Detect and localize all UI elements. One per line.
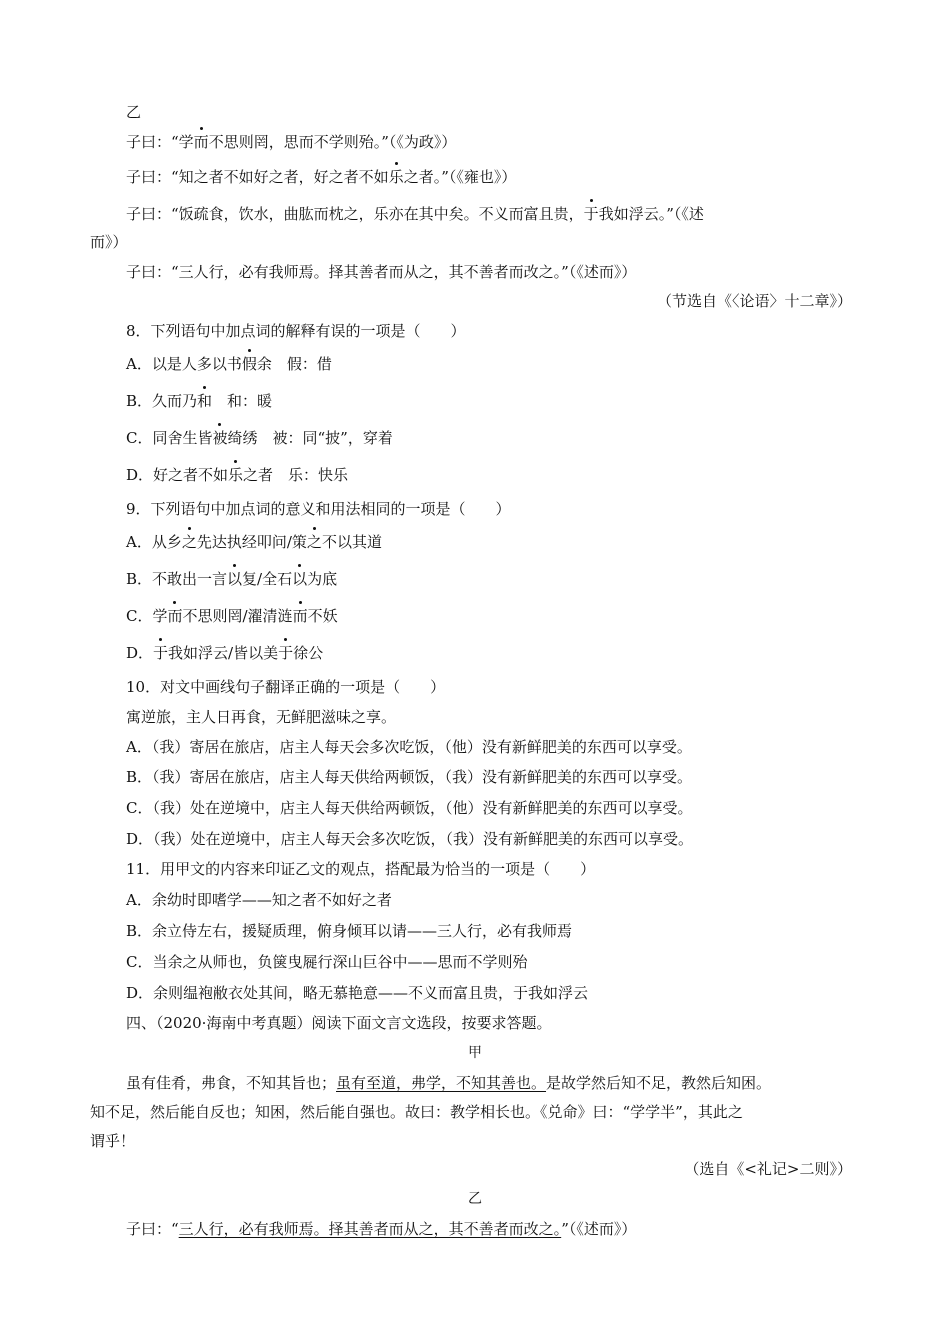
q9-option-d: D．于我如浮云/皆以美于徐公: [126, 644, 324, 662]
lunyu-line-2: 子曰：“知之者不如好之者，好之者不如乐之者。”（《雍也》）: [126, 168, 517, 186]
lunyu-line-3-cont: 而》）: [90, 233, 128, 251]
section4-heading: 四、（2020·海南中考真题）阅读下面文言文选段，按要求答题。: [126, 1014, 552, 1032]
lunyu-source: （节选自《〈论语〉十二章》）: [656, 292, 852, 310]
jia-para-line-1: 虽有佳肴，弗食，不知其旨也；虽有至道，弗学，不知其善也。是故学然后知不足，教然后知困。: [126, 1074, 772, 1092]
q10-sentence: 寓逆旅，主人日再食，无鲜肥滋味之享。: [126, 708, 397, 726]
q11-option-b: B．余立侍左右，援疑质理，俯身倾耳以请——三人行，必有我师焉: [126, 922, 573, 940]
q11-option-a: A．余幼时即嗜学——知之者不如好之者: [126, 891, 392, 909]
lunyu-line-4: 子曰：“三人行，必有我师焉。择其善者而从之，其不善者而改之。”（《述而》）: [126, 263, 637, 281]
q10-option-a: A．（我）寄居在旅店，店主人每天会多次吃饭，（他）没有新鲜肥美的东西可以享受。: [126, 738, 692, 756]
jia-para-line-2: 知不足，然后能自反也；知困，然后能自强也。故曰：教学相长也。《兑命》曰：“学学半”，其此之: [90, 1103, 743, 1121]
jia-para-line-3: 谓乎！: [90, 1132, 136, 1150]
q10-stem: 10．对文中画线句子翻译正确的一项是（ ）: [126, 678, 446, 696]
q8-stem: 8．下列语句中加点词的解释有误的一项是（ ）: [126, 322, 466, 340]
yi-para: 子曰：“三人行，必有我师焉。择其善者而从之，其不善者而改之。”（《述而》）: [126, 1220, 637, 1238]
yi-heading: 乙: [126, 103, 142, 121]
yi-heading-2: 乙: [468, 1191, 482, 1207]
jia-source: （选自《<礼记>二则》）: [684, 1160, 852, 1178]
q8-option-c: C．同舍生皆被绮绣 被：同“披”，穿着: [126, 429, 393, 447]
lunyu-line-1: 子曰：“学而不思则罔，思而不学则殆。”（《为政》）: [126, 133, 457, 151]
q11-option-c: C．当余之从师也，负箧曳屣行深山巨谷中——思而不学则殆: [126, 953, 528, 971]
q9-option-b: B．不敢出一言以复/全石以为底: [126, 570, 338, 588]
q10-option-b: B．（我）寄居在旅店，店主人每天供给两顿饭，（我）没有新鲜肥美的东西可以享受。: [126, 768, 693, 786]
q9-stem: 9．下列语句中加点词的意义和用法相同的一项是（ ）: [126, 500, 511, 518]
q9-option-c: C．学而不思则罔/濯清涟而不妖: [126, 607, 338, 625]
underlined-sentence: 虽有至道，弗学，不知其善也。: [336, 1074, 547, 1092]
q10-option-c: C．（我）处在逆境中，店主人每天供给两顿饭，（他）没有新鲜肥美的东西可以享受。: [126, 799, 693, 817]
q8-option-d: D．好之者不如乐之者 乐：快乐: [126, 466, 349, 484]
q11-stem: 11．用甲文的内容来印证乙文的观点，搭配最为恰当的一项是（ ）: [126, 860, 596, 878]
q11-option-d: D．余则缊袍敝衣处其间，略无慕艳意——不义而富且贵，于我如浮云: [126, 984, 589, 1002]
jia-heading: 甲: [468, 1045, 482, 1061]
q8-option-b: B．久而乃和 和：暖: [126, 392, 273, 410]
underlined-sentence-2: 三人行，必有我师焉。择其善者而从之，其不善者而改之。: [178, 1220, 562, 1238]
lunyu-line-3: 子曰：“饭疏食，饮水，曲肱而枕之，乐亦在其中矣。不义而富且贵，于我如浮云。”（《述: [126, 205, 704, 223]
q10-option-d: D．（我）处在逆境中，店主人每天会多次吃饭，（我）没有新鲜肥美的东西可以享受。: [126, 830, 694, 848]
q8-option-a: A．以是人多以书假余 假：借: [126, 355, 332, 373]
q9-option-a: A．从乡之先达执经叩问/策之不以其道: [126, 533, 382, 551]
